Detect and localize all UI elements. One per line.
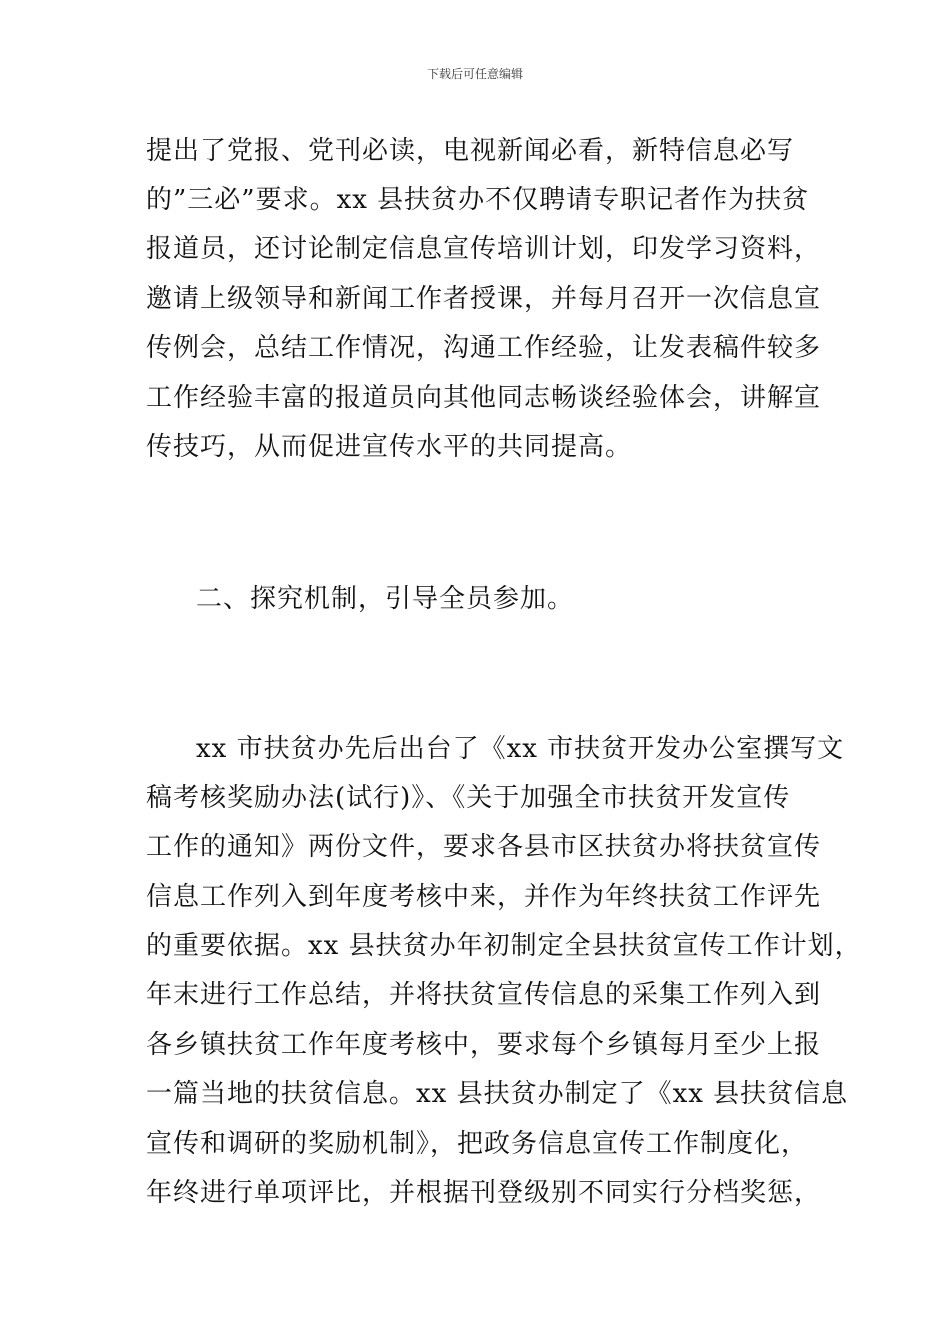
paragraph-line: 提出了党报、党刊必读，电视新闻必看，新特信息必写 (146, 136, 795, 166)
paragraph-line: 邀请上级领导和新闻工作者授课，并每月召开一次信息宣 (146, 284, 822, 314)
paragraph-line: 报道员，还讨论制定信息宣传培训计划，印发学习资料， (146, 234, 822, 264)
paragraph-line: 稿考核奖励办法(试行)》、《关于加强全市扶贫开发宣传 (146, 783, 791, 813)
paragraph-line: 工作的通知》两份文件，要求各县市区扶贫办将扶贫宣传 (146, 832, 822, 862)
paragraph-line: 信息工作列入到年度考核中来，并作为年终扶贫工作评先 (146, 882, 822, 912)
paragraph-line: 年末进行工作总结，并将扶贫宣传信息的采集工作列入到 (146, 980, 822, 1010)
paragraph-line: 工作经验丰富的报道员向其他同志畅谈经验体会，讲解宣 (146, 383, 822, 413)
paragraph-line: 的重要依据。xx 县扶贫办年初制定全县扶贫宣传工作计划， (146, 931, 862, 961)
paragraph-line: 年终进行单项评比，并根据刊登级别不同实行分档奖惩， (146, 1178, 822, 1208)
paragraph-line: xx 市扶贫办先后出台了《xx 市扶贫开发办公室撰写文 (196, 734, 845, 764)
paragraph-line: 传技巧，从而促进宣传水平的共同提高。 (146, 432, 633, 462)
section-heading: 二、探究机制，引导全员参加。 (196, 584, 575, 614)
paragraph-line: 一篇当地的扶贫信息。xx 县扶贫办制定了《xx 县扶贫信息 (146, 1079, 849, 1109)
paragraph-line: 的”三必”要求。xx 县扶贫办不仅聘请专职记者作为扶贫 (146, 185, 810, 215)
paragraph-line: 各乡镇扶贫工作年度考核中，要求每个乡镇每月至少上报 (146, 1030, 822, 1060)
header-note: 下载后可任意编辑 (426, 67, 523, 81)
paragraph-line: 宣传和调研的奖励机制》，把政务信息宣传工作制度化， (146, 1129, 809, 1159)
paragraph-line: 传例会，总结工作情况，沟通工作经验，让发表稿件较多 (146, 333, 822, 363)
